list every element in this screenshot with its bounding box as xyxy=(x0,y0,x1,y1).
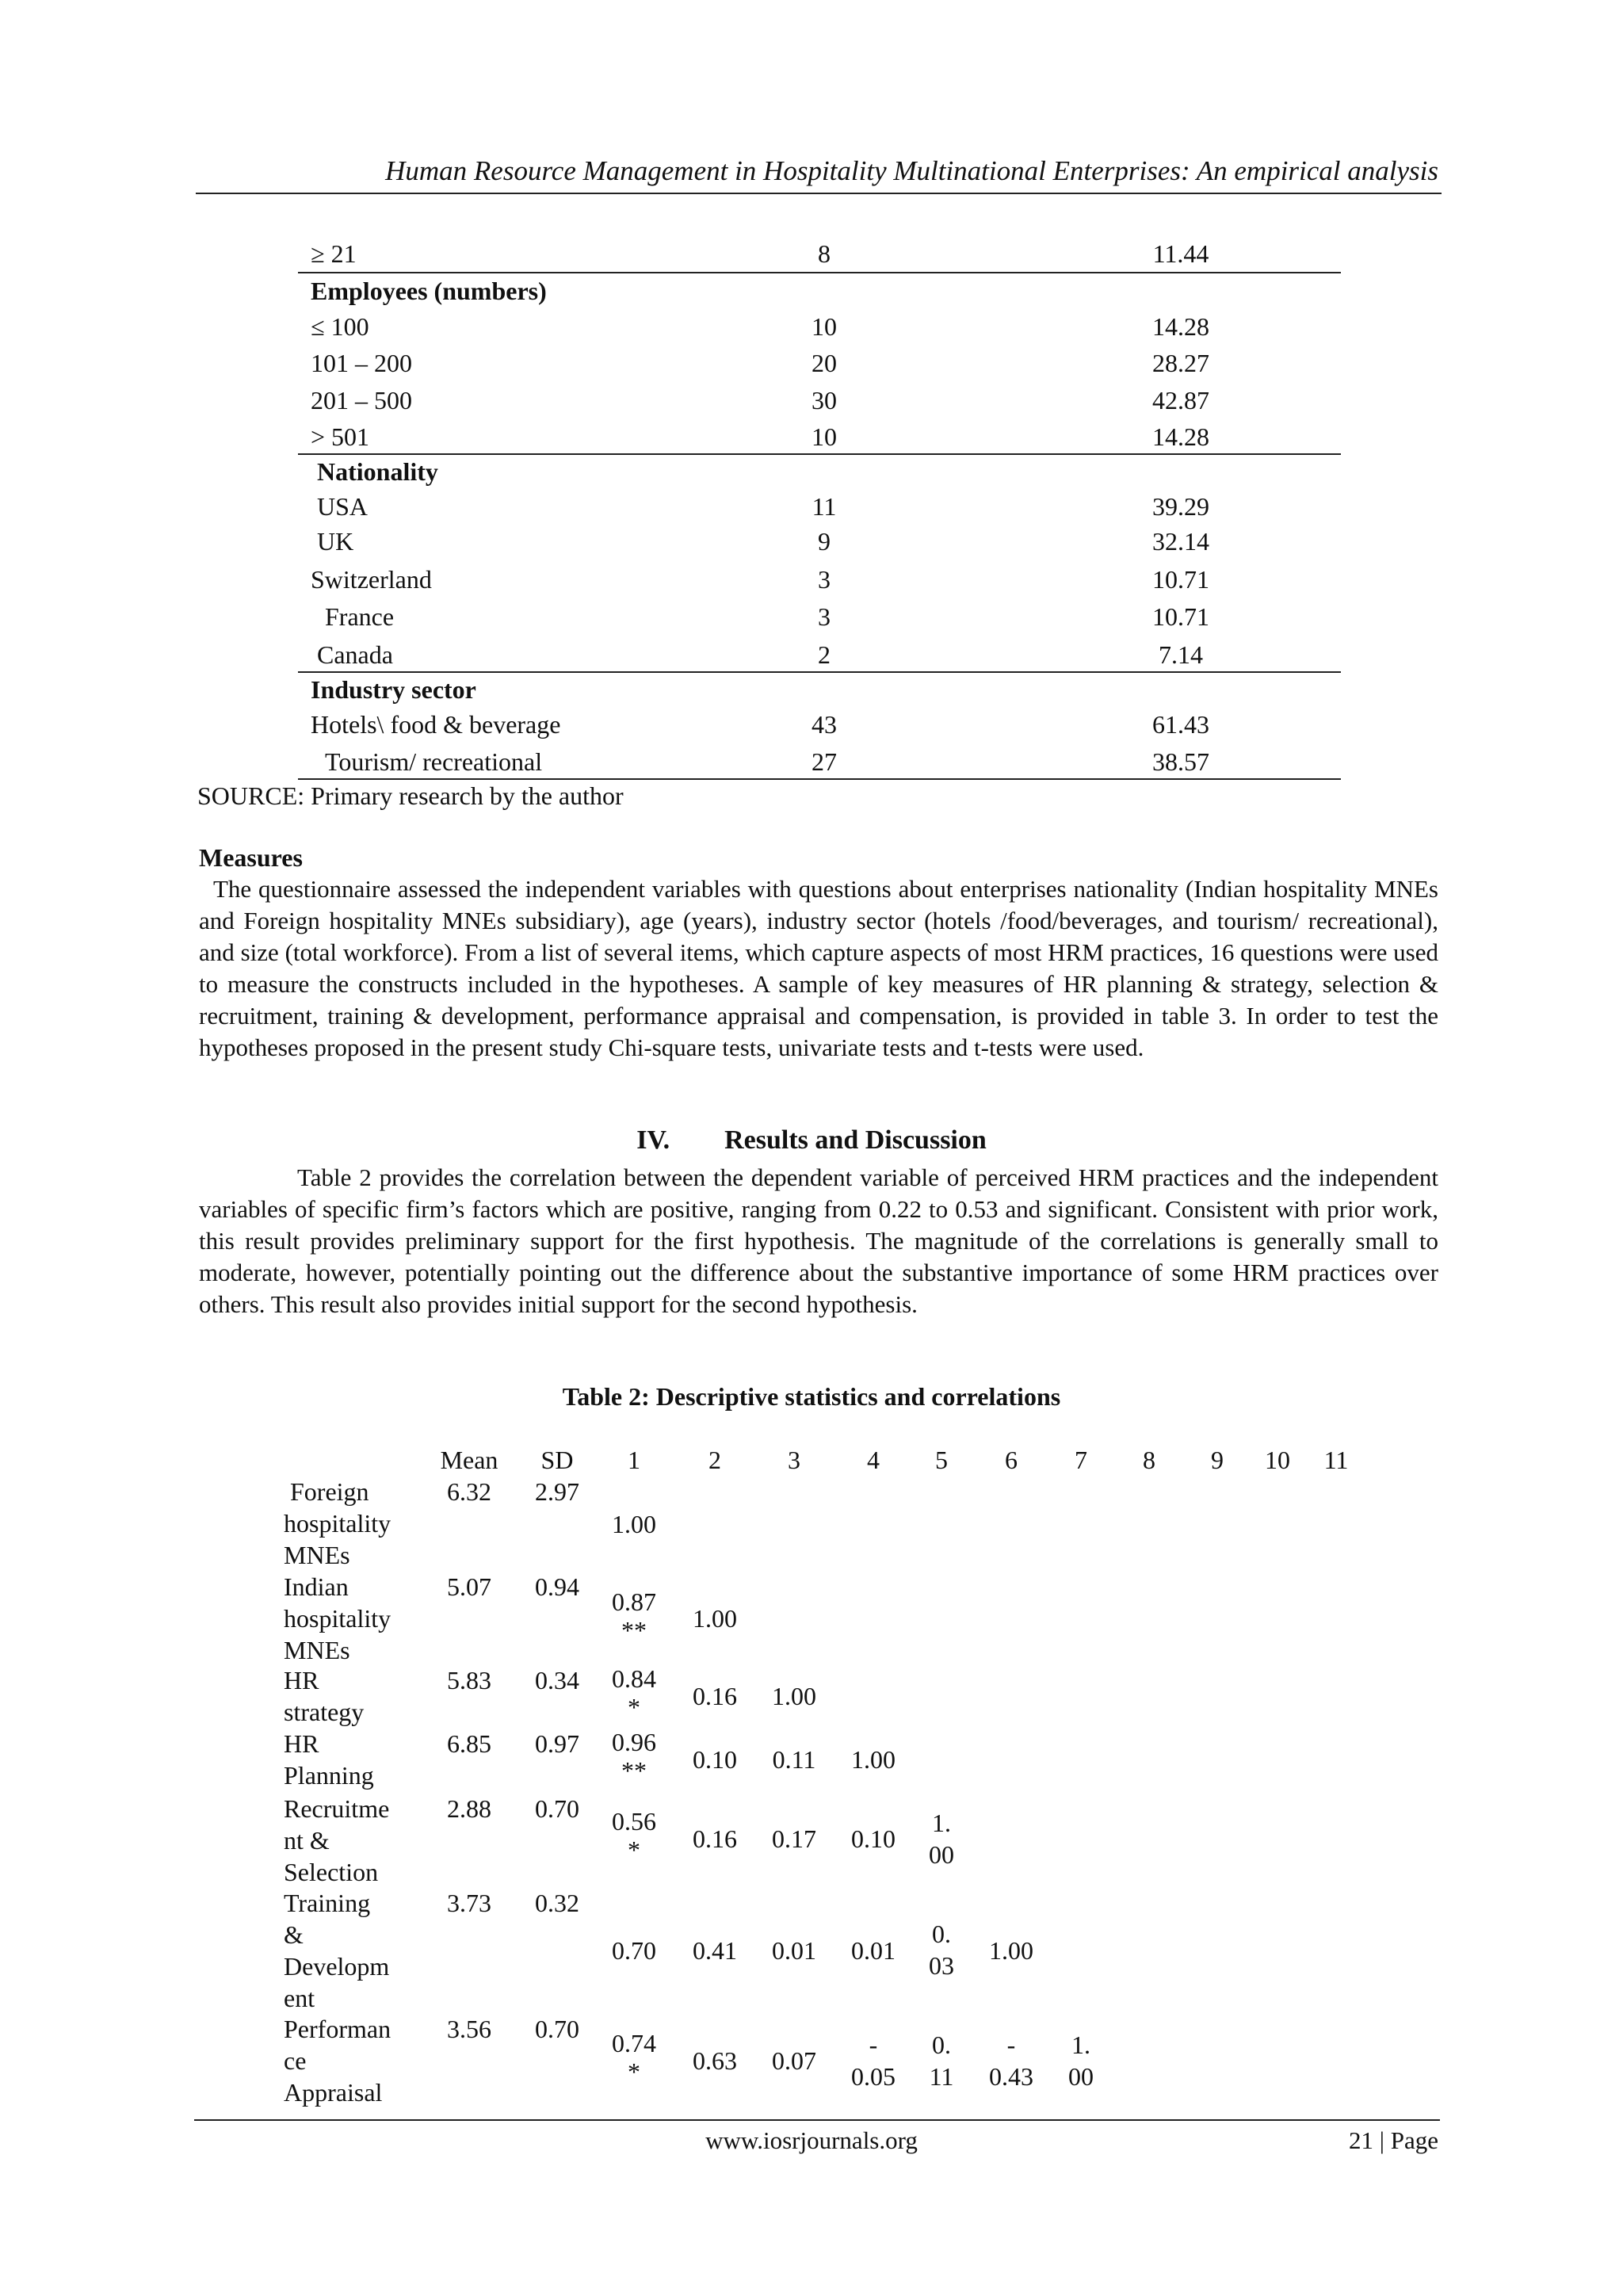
table2-caption: Table 2: Descriptive statistics and correlations xyxy=(562,1382,1061,1411)
table1-cell-n: 27 xyxy=(812,747,837,776)
table2-header-cell: 8 xyxy=(1143,1446,1155,1474)
table1-cell-n: 43 xyxy=(812,710,837,739)
table2-mean: 6.85 xyxy=(447,1729,491,1758)
table2-mean: 6.32 xyxy=(447,1477,491,1506)
table2-header-cell: 4 xyxy=(867,1446,880,1474)
table1-cell-pct: 14.28 xyxy=(1152,312,1209,341)
table1-group-title: Industry sector xyxy=(311,675,476,704)
table1-cell-pct: 10.71 xyxy=(1152,602,1209,631)
section-title: Results and Discussion xyxy=(724,1125,987,1155)
table1-cell-n: 2 xyxy=(818,640,831,669)
table2-mean: 5.07 xyxy=(447,1572,491,1601)
table1-cell-n: 3 xyxy=(818,565,831,594)
table2-sd: 2.97 xyxy=(535,1477,579,1506)
table2-corr-cell: 0.74 * xyxy=(612,2029,656,2086)
table2-sd: 0.34 xyxy=(535,1666,579,1694)
table2-mean: 5.83 xyxy=(447,1666,491,1694)
table1-cell-pct: 14.28 xyxy=(1152,422,1209,451)
table2-header-cell: 7 xyxy=(1075,1446,1087,1474)
table1-cell-n: 8 xyxy=(818,239,831,268)
table2-corr-cell: 0.63 xyxy=(693,2046,737,2075)
footer-url: www.iosrjournals.org xyxy=(705,2126,918,2154)
page-number: 21 | Page xyxy=(1349,2126,1438,2154)
table2-corr-cell: 0.16 xyxy=(693,1682,737,1710)
table1-cell-label: France xyxy=(325,602,395,631)
table2-row-label: Training & Developm ent xyxy=(284,1889,390,2012)
table2-corr-cell: 1.00 xyxy=(851,1745,896,1774)
section-heading xyxy=(0,1125,1623,1156)
table1-cell-label: UK xyxy=(317,527,354,556)
table1-cell-label: 101 – 200 xyxy=(311,349,412,377)
table2-corr-cell: 0.01 xyxy=(851,1936,896,1965)
table2-header-cell: 10 xyxy=(1265,1446,1290,1474)
table2-row-label: Foreign hospitality MNEs xyxy=(284,1477,391,1569)
table2-corr-cell: 0. 03 xyxy=(929,1920,954,1980)
footer-rule xyxy=(194,2119,1440,2121)
table1-cell-label: ≥ 21 xyxy=(311,239,357,268)
table1-cell-label: Canada xyxy=(317,640,393,669)
table1-cell-label: ≤ 100 xyxy=(311,312,369,341)
table2-sd: 0.94 xyxy=(535,1572,579,1601)
table2-sd: 0.70 xyxy=(535,1794,579,1823)
table1-rule xyxy=(298,453,1341,455)
table2-sd: 0.97 xyxy=(535,1729,579,1758)
table1-rule xyxy=(298,671,1341,673)
table2-row-label: HR strategy xyxy=(284,1666,365,1726)
table1-cell-n: 10 xyxy=(812,312,837,341)
table2-corr-cell: 0.96 ** xyxy=(612,1728,656,1785)
table1-source: SOURCE: Primary research by the author xyxy=(197,781,624,810)
table1-cell-label: Hotels\ food & beverage xyxy=(311,710,561,739)
running-head: Human Resource Management in Hospitality Multinational Enterprises: An empirical analysis xyxy=(385,155,1438,186)
table2-corr-cell: 1. 00 xyxy=(1068,2030,1094,2091)
table2-corr-cell: 0.87 ** xyxy=(612,1587,656,1645)
table2-header-cell: 11 xyxy=(1323,1446,1349,1474)
table2-mean: 3.73 xyxy=(447,1889,491,1917)
table2-row-label: HR Planning xyxy=(284,1729,374,1790)
table2-corr-cell: 0.41 xyxy=(693,1936,737,1965)
table1-rule xyxy=(298,778,1341,780)
table1-cell-pct: 11.44 xyxy=(1152,239,1209,268)
table1-cell-pct: 32.14 xyxy=(1152,527,1209,556)
table1-cell-label: > 501 xyxy=(311,422,370,451)
table1-cell-pct: 10.71 xyxy=(1152,565,1209,594)
measures-heading: Measures xyxy=(199,843,303,872)
table2-corr-cell: 0.70 xyxy=(612,1936,656,1965)
table2-corr-cell: 0.07 xyxy=(772,2046,816,2075)
table2-corr-cell: - 0.43 xyxy=(989,2030,1033,2091)
section-number: IV. xyxy=(636,1125,670,1155)
table2-corr-cell: 0.56 * xyxy=(612,1807,656,1864)
table2-corr-cell: 0.84 * xyxy=(612,1664,656,1721)
table1-cell-label: USA xyxy=(317,492,369,521)
table1-cell-n: 9 xyxy=(818,527,831,556)
table1-cell-n: 11 xyxy=(812,492,837,521)
table2-mean: 3.56 xyxy=(447,2015,491,2043)
table2-header-cell: Mean xyxy=(440,1446,498,1474)
table1-cell-pct: 61.43 xyxy=(1152,710,1209,739)
header-rule xyxy=(196,193,1442,194)
table2-sd: 0.32 xyxy=(535,1889,579,1917)
table1-cell-label: Tourism/ recreational xyxy=(325,747,543,776)
table1-rule xyxy=(298,272,1341,273)
table2-corr-cell: 0.10 xyxy=(693,1745,737,1774)
table2-mean: 2.88 xyxy=(447,1794,491,1823)
results-paragraph: Table 2 provides the correlation between the dependent variable of perceived HRM practices and the independent variables of specific firm’s factors which are positive, ranging from 0.22 to 0.53 and significant. Consistent with prior work, this result provides preliminary support for the first hypothesis. The magnitude of the correlations is generally small to moderate, however, potentially pointing out the difference about the substantive importance of some HRM practices over others. This result also provides initial support for the second hypothesis. xyxy=(199,1163,1438,1318)
table2-header-cell: 5 xyxy=(935,1446,948,1474)
table2-corr-cell: 0.10 xyxy=(851,1824,896,1853)
table2-corr-cell: 1.00 xyxy=(772,1682,816,1710)
table2-corr-cell: - 0.05 xyxy=(851,2030,896,2091)
table1-group-title: Nationality xyxy=(317,457,438,486)
table2-corr-cell: 0.17 xyxy=(772,1824,816,1853)
table2-row-label: Recruitme nt & Selection xyxy=(284,1794,390,1886)
table1-group-title: Employees (numbers) xyxy=(311,277,547,305)
table2-corr-cell: 1.00 xyxy=(612,1510,656,1538)
table1-cell-label: Switzerland xyxy=(311,565,432,594)
table2-header-cell: 1 xyxy=(628,1446,640,1474)
table2-row-label: Indian hospitality MNEs xyxy=(284,1572,391,1664)
table2-header-cell: 3 xyxy=(788,1446,800,1474)
table1-cell-pct: 7.14 xyxy=(1159,640,1203,669)
table2-header-cell: SD xyxy=(540,1446,574,1474)
table2-corr-cell: 0.01 xyxy=(772,1936,816,1965)
table1-cell-n: 3 xyxy=(818,602,831,631)
table2-corr-cell: 0.16 xyxy=(693,1824,737,1853)
table1-cell-pct: 42.87 xyxy=(1152,386,1209,415)
table2-header-cell: 2 xyxy=(708,1446,721,1474)
table2-corr-cell: 0. 11 xyxy=(929,2030,954,2091)
table2-sd: 0.70 xyxy=(535,2015,579,2043)
table1-cell-pct: 28.27 xyxy=(1152,349,1209,377)
table2-corr-cell: 0.11 xyxy=(772,1745,816,1774)
table1-cell-pct: 38.57 xyxy=(1152,747,1209,776)
table2-corr-cell: 1.00 xyxy=(693,1604,737,1633)
table1-cell-n: 20 xyxy=(812,349,837,377)
table1-cell-n: 30 xyxy=(812,386,837,415)
table2-row-label: Performan ce Appraisal xyxy=(284,2015,391,2107)
table2-header-cell: 9 xyxy=(1211,1446,1224,1474)
table1-cell-n: 10 xyxy=(812,422,837,451)
table1-cell-label: 201 – 500 xyxy=(311,386,412,415)
table2-header-cell: 6 xyxy=(1005,1446,1018,1474)
table2-corr-cell: 1. 00 xyxy=(929,1809,954,1869)
table2-corr-cell: 1.00 xyxy=(989,1936,1033,1965)
table1-cell-pct: 39.29 xyxy=(1152,492,1209,521)
measures-paragraph: The questionnaire assessed the independent variables with questions about enterprises nationality (Indian hospitality MNEs and Foreign hospitality MNEs subsidiary), age (years), industry sector (hotels /food/beverages, and tourism/ recreational), and size (total workforce). From a list of several items, which capture aspects of most HRM practices, 16 questions were used to measure the constructs included in the hypotheses. A sample of key measures of HR planning & strategy, selection & recruitment, training & development, performance appraisal and compensation, is provided in table 3. In order to test the hypotheses proposed in the present study Chi-square tests, univariate tests and t-tests were used. xyxy=(199,875,1438,1061)
